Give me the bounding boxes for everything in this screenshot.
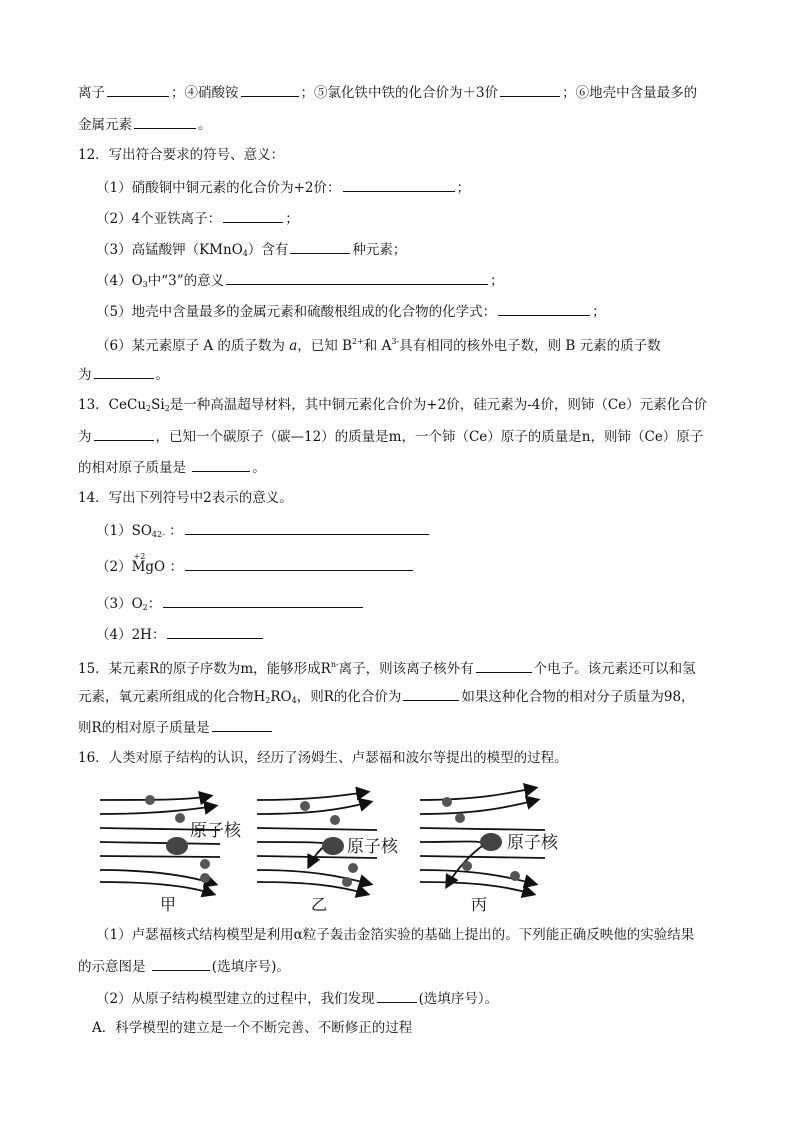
nucleus-label-yi: 原子核: [347, 837, 398, 857]
q13-line-3: 的相对原子质量是 。: [78, 457, 266, 478]
q14-part-3: $(3)O_2$：: [96, 593, 365, 618]
nucleus-label-bing: 原子核: [507, 833, 558, 853]
blank[interactable]: [223, 208, 283, 223]
q12-part-3: （3）高锰酸钾（KMnO$_4$）含有 种元素；: [96, 239, 406, 264]
q12-part-1: （1）硝酸铜中铜元素的化合价为+2价： ；: [96, 177, 470, 198]
nucleus-jia: [166, 837, 188, 855]
q12-part-5: （5）地壳中含量最多的金属元素和硫酸根组成的化合物的化学式： ；: [96, 301, 606, 322]
blank[interactable]: [343, 177, 455, 192]
fig-label-yi: 乙: [311, 895, 328, 914]
blank[interactable]: [192, 457, 250, 472]
q14-part-2: （2） +2 MgO ：: [96, 556, 415, 577]
q12-part-6: （6）某元素原子 A 的质子数为 a，已知 $B^{2+}$和 $A^{3-}$具有相同的核外电子数，则 B 元素的质子数: [96, 337, 661, 354]
blank[interactable]: [134, 114, 196, 129]
q16-part-1-cont: 的示意图是 (选填序号)。: [78, 956, 290, 977]
q11-line-1: 离子 ；④硝酸铵 ；⑤氯化铁中铁的化合价为＋3价 ；⑥地壳中含量最多的: [78, 82, 697, 103]
blank[interactable]: [163, 593, 363, 608]
fig-label-jia: 甲: [160, 895, 177, 914]
blank[interactable]: [152, 956, 210, 971]
fig-label-bing: 丙: [471, 895, 488, 914]
q14-part-1: $(1)SO_{42-}$ ：: [96, 520, 431, 545]
blank[interactable]: [476, 658, 532, 673]
blank[interactable]: [226, 270, 488, 285]
q15-line-2: 元素，氧元素所组成的化合物$H_2RO_4$，则R的化合价为 如果这种化合物的相对分子质量为98，: [78, 686, 695, 711]
blank[interactable]: [94, 426, 154, 441]
blank[interactable]: [403, 686, 459, 701]
q12-part-2: （2）4个亚铁离子： ；: [96, 208, 299, 229]
blank[interactable]: [500, 82, 560, 97]
nucleus-label-jia: 原子核: [190, 821, 241, 841]
q16-option-a: A．科学模型的建立是一个不断完善、不断修正的过程: [92, 1020, 413, 1036]
q16-title: 16．人类对原子结构的认识，经历了汤姆生、卢瑟福和波尔等提出的模型的过程。: [78, 750, 568, 766]
blank[interactable]: [167, 624, 263, 639]
valence-formula: +2 MgO: [131, 552, 166, 575]
blank[interactable]: [241, 82, 299, 97]
q13-line-1: 13．$CeCu_2Si_2$是一种高温超导材料，其中铜元素化合价为+2价，硅元素为-4价，则铈（Ce）元素化合价: [78, 397, 708, 413]
q13-line-2: 为 ，已知一个碳原子（碳—12）的质量是m，一个铈（Ce）原子的质量是n，则铈（Ce）原子: [78, 426, 703, 447]
blank[interactable]: [290, 239, 350, 254]
q14-part-4: （4）2H：: [96, 624, 265, 645]
nucleus-bing: [480, 833, 502, 851]
blank[interactable]: [94, 364, 154, 379]
q14-title: 14．写出下列符号中2表示的意义。: [78, 490, 293, 506]
blank[interactable]: [377, 988, 417, 1003]
blank[interactable]: [107, 82, 169, 97]
atom-model-figure: [95, 778, 575, 918]
nucleus-yi: [322, 837, 344, 855]
q16-part-2: （2）从原子结构模型建立的过程中，我们发现 (选填序号）。: [96, 988, 498, 1009]
blank[interactable]: [185, 520, 429, 535]
q12-part-4: $(4)O_3$中“3”的意义 ；: [96, 270, 504, 295]
q15-line-1: 15．某元素R的原子序数为m，能够形成$R^{n-}$离子，则该离子核外有 个电子。该元素还可以和氢: [78, 660, 696, 677]
q16-part-1: （1）卢瑟福核式结构模型是利用α粒子轰击金箔实验的基础上提出的。下列能正确反映他的实验结果: [96, 927, 695, 943]
q11-line-2: 金属元素 。: [78, 114, 212, 135]
blank[interactable]: [498, 301, 590, 316]
blank[interactable]: [185, 556, 413, 571]
q12-part-6-cont: 为 。: [78, 364, 169, 385]
blank[interactable]: [212, 717, 272, 732]
q15-line-3: 则R的相对原子质量是: [78, 717, 274, 738]
q12-title: 12．写出符合要求的符号、意义：: [78, 147, 285, 163]
